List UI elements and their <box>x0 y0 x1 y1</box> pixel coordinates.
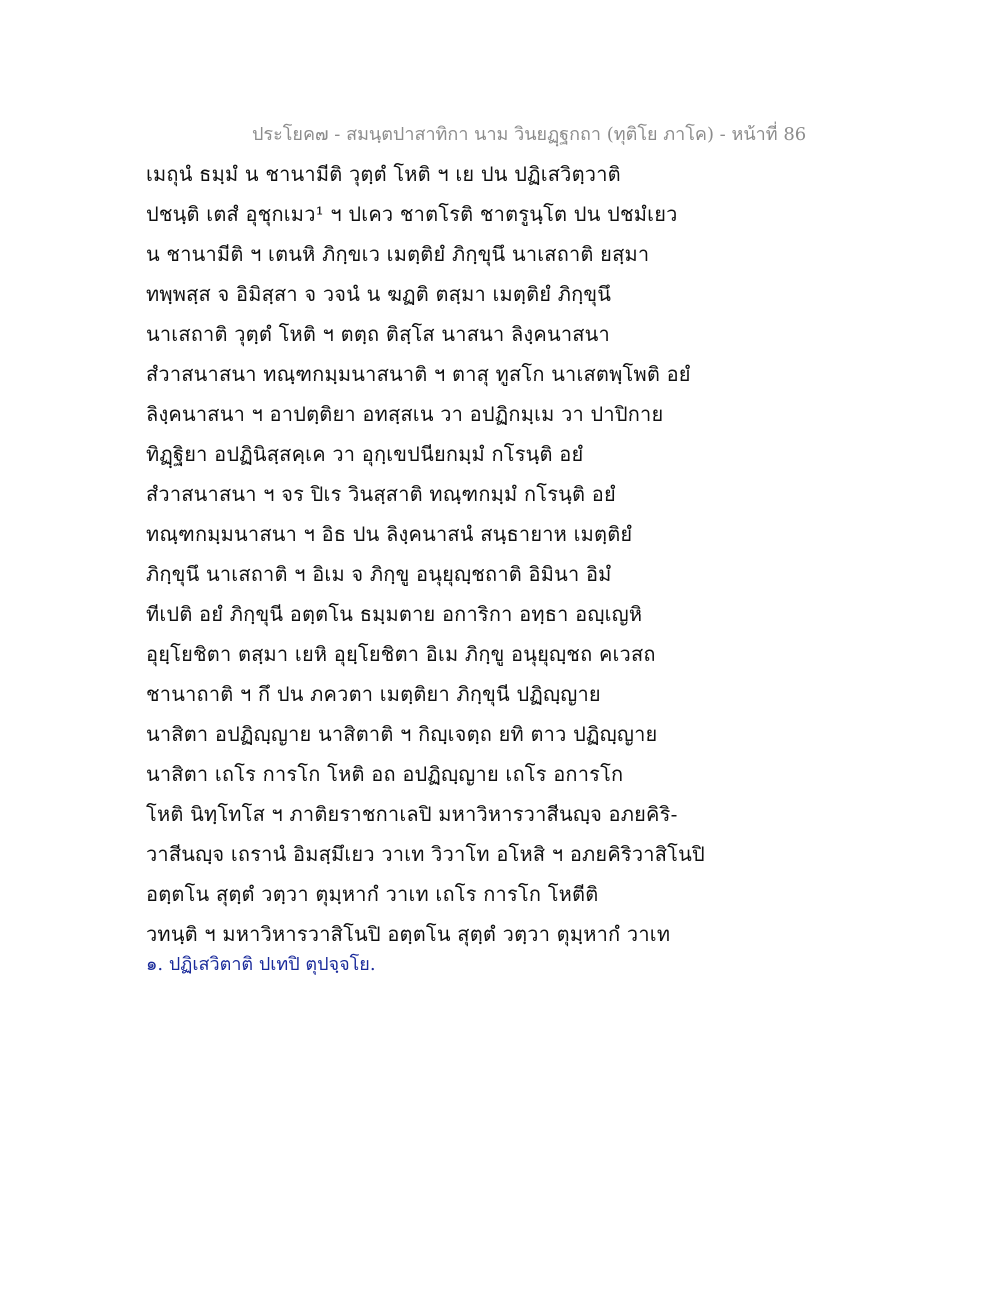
text-line: ภิกฺขุนึ นาเสถาติ ฯ อิเม จ ภิกฺขู อนุยุญฺชถาติ อิมินา อิมํ <box>146 562 612 586</box>
text-line: น ชานามีติ ฯ เตนหิ ภิกฺขเว เมตฺติยํ ภิกฺขุนึ นาเสถาติ ยสฺมา <box>146 242 650 266</box>
text-line: ทณฺฑกมฺมนาสนา ฯ อิธ ปน ลิงฺคนาสนํ สนฺธายาห เมตฺติยํ <box>146 522 633 546</box>
text-line: นาเสถาติ วุตฺตํ โหติ ฯ ตตฺถ ติสฺโส นาสนา ลิงฺคนาสนา <box>146 322 610 346</box>
page-header: ประโยค๗ - สมนฺตปาสาทิกา นาม วินยฏฺฐกถา (ทุติโย ภาโค) - หน้าที่ 86 <box>252 124 807 145</box>
text-line: วทนฺติ ฯ มหาวิหารวาสิโนปิ อตฺตโน สุตฺตํ วตฺวา ตุมฺหากํ วาเท <box>146 922 671 946</box>
text-line: เมถุนํ ธมฺมํ น ชานามีติ วุตฺตํ โหติ ฯ เย ปน ปฏิเสวิตฺวาติ <box>146 162 621 186</box>
text-line: ทพฺพสฺส จ อิมิสฺสา จ วจนํ น ฆฏติ ตสฺมา เมตฺติยํ ภิกฺขุนึ <box>146 282 612 306</box>
text-line: วาสีนญฺจ เถรานํ อิมสฺมึเยว วาเท วิวาโท อโหสิ ฯ อภยคิริวาสิโนปิ <box>146 842 705 866</box>
text-line: ปชนฺติ เตสํ อุชุกเมว¹ ฯ ปเคว ชาตโรติ ชาตรูนฺโต ปน ปชมํเยว <box>146 202 678 226</box>
text-line: สํวาสนาสนา ฯ จร ปิเร วินสฺสาติ ทณฺฑกมฺมํ กโรนฺติ อยํ <box>146 482 616 506</box>
text-line: อุยฺโยชิตา ตสฺมา เยหิ อุยฺโยชิตา อิเม ภิกฺขู อนุยุญฺชถ คเวสถ <box>146 642 656 666</box>
text-line: อตฺตโน สุตฺตํ วตฺวา ตุมฺหากํ วาเท เถโร การโก โหตีติ <box>146 882 599 906</box>
text-line: สํวาสนาสนา ทณฺฑกมฺมนาสนาติ ฯ ตาสุ ทูสโก นาเสตพฺโพติ อยํ <box>146 362 691 386</box>
footnote: ๑. ปฏิเสวิตาติ ปเทปิ ตุปจฺจโย. <box>146 954 376 975</box>
text-line: นาสิตา เถโร การโก โหติ อถ อปฏิญฺญาย เถโร อการโก <box>146 762 624 786</box>
body-text <box>146 158 766 958</box>
text-line: ทิฏฺฐิยา อปฏินิสฺสคฺเค วา อุกฺเขปนียกมฺมํ กโรนฺติ อยํ <box>146 442 584 466</box>
text-line: ทีเปติ อยํ ภิกฺขุนี อตฺตโน ธมฺมตาย อการิกา อทฺธา อญฺเญหิ <box>146 602 643 626</box>
text-line: โหติ นิทฺโทโส ฯ ภาติยราชกาเลปิ มหาวิหารวาสีนญฺจ อภยคิริ- <box>146 802 678 826</box>
text-line: นาสิตา อปฏิญฺญาย นาสิตาติ ฯ กิญฺเจตฺถ ยทิ ตาว ปฏิญฺญาย <box>146 722 658 746</box>
text-line: ลิงฺคนาสนา ฯ อาปตฺติยา อทสฺสเน วา อปฏิกมฺเม วา ปาปิกาย <box>146 402 664 426</box>
text-line: ชานาถาติ ฯ กึ ปน ภควตา เมตฺติยา ภิกฺขุนี ปฏิญฺญาย <box>146 682 601 706</box>
